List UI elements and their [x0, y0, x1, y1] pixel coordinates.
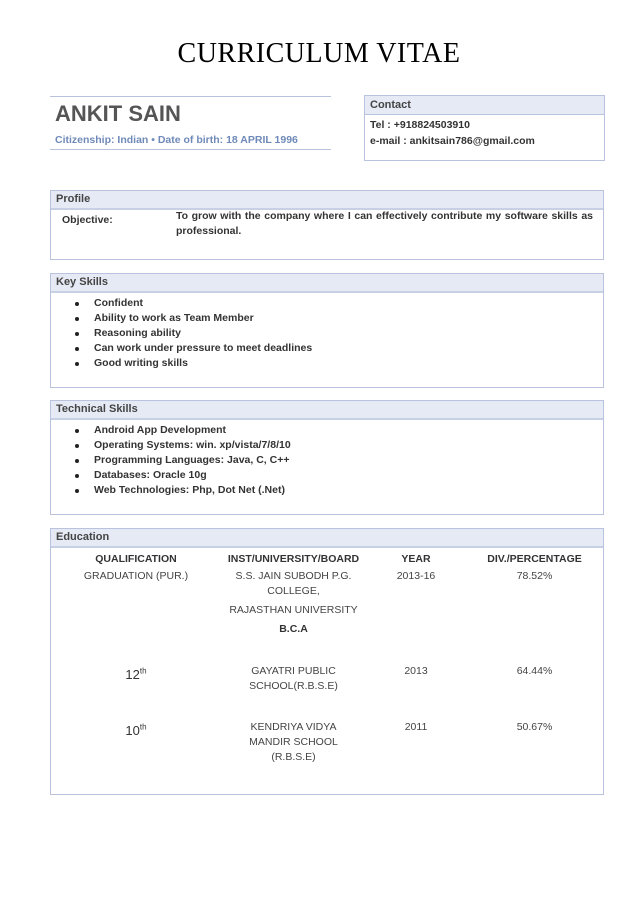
bullet-icon: [75, 317, 79, 321]
list-item: Android App Development: [51, 423, 291, 438]
table-header-row: [51, 549, 603, 569]
contact-box: [364, 95, 605, 161]
institution-cell: S.S. JAIN SUBODH P.G. COLLEGE, RAJASTHAN UNIVERSITY B.C.A: [229, 570, 358, 635]
key-skills-section: [50, 273, 604, 388]
citizenship-dob: Citizenship: Indian • Date of birth: 18 APRIL 1996: [55, 134, 298, 146]
education-section: [50, 528, 604, 795]
technical-skills-section: [50, 400, 604, 515]
col-qualification: QUALIFICATION: [95, 553, 177, 565]
table-row: [51, 569, 603, 664]
list-item: Good writing skills: [51, 356, 312, 371]
objective-label: Objective:: [62, 214, 113, 226]
technical-skills-header: Technical Skills: [51, 401, 603, 420]
list-item: Web Technologies: Php, Dot Net (.Net): [51, 483, 291, 498]
table-row: [51, 664, 603, 720]
qualification-cell: GRADUATION (PUR.): [83, 570, 189, 582]
list-item: Programming Languages: Java, C, C++: [51, 453, 291, 468]
person-name: ANKIT SAIN: [55, 101, 181, 126]
year-cell: 2013: [404, 665, 428, 677]
bullet-icon: [75, 302, 79, 306]
percentage-cell: 50.67%: [516, 721, 553, 733]
contact-tel: Tel : +918824503910: [370, 119, 470, 131]
bullet-icon: [75, 347, 79, 351]
institution-cell: KENDRIYA VIDYA MANDIR SCHOOL (R.B.S.E): [249, 721, 338, 763]
list-item: Ability to work as Team Member: [51, 311, 312, 326]
bullet-icon: [75, 444, 79, 448]
key-skills-list: [51, 296, 312, 371]
name-block: [50, 96, 331, 150]
list-item: Can work under pressure to meet deadlines: [51, 341, 312, 356]
profile-section: [50, 190, 604, 260]
contact-email: e-mail : ankitsain786@gmail.com: [370, 135, 535, 147]
list-item: Operating Systems: win. xp/vista/7/8/10: [51, 438, 291, 453]
page-title: CURRICULUM VITAE: [177, 38, 461, 69]
contact-header: Contact: [365, 96, 604, 115]
bullet-icon: [75, 429, 79, 433]
list-item: Databases: Oracle 10g: [51, 468, 291, 483]
education-table: [51, 549, 603, 780]
percentage-cell: 78.52%: [516, 570, 553, 582]
list-item: Confident: [51, 296, 312, 311]
table-row: [51, 720, 603, 780]
bullet-icon: [75, 474, 79, 478]
bullet-icon: [75, 489, 79, 493]
percentage-cell: 64.44%: [516, 665, 553, 677]
education-header: Education: [51, 529, 603, 548]
profile-header: Profile: [51, 191, 603, 210]
col-institution: INST/UNIVERSITY/BOARD: [227, 553, 360, 565]
objective-text: To grow with the company where I can effectively contribute my software skills as professional.: [176, 210, 593, 237]
year-cell: 2013-16: [396, 570, 436, 582]
key-skills-header: Key Skills: [51, 274, 603, 293]
qualification-cell: 10th: [125, 723, 147, 739]
list-item: Reasoning ability: [51, 326, 312, 341]
bullet-icon: [75, 459, 79, 463]
bullet-icon: [75, 362, 79, 366]
col-year: YEAR: [401, 553, 431, 565]
qualification-cell: 12th: [125, 667, 147, 683]
technical-skills-list: [51, 423, 291, 498]
col-percentage: DIV./PERCENTAGE: [487, 553, 582, 565]
bullet-icon: [75, 332, 79, 336]
year-cell: 2011: [404, 721, 428, 733]
institution-cell: GAYATRI PUBLIC SCHOOL(R.B.S.E): [249, 665, 338, 692]
